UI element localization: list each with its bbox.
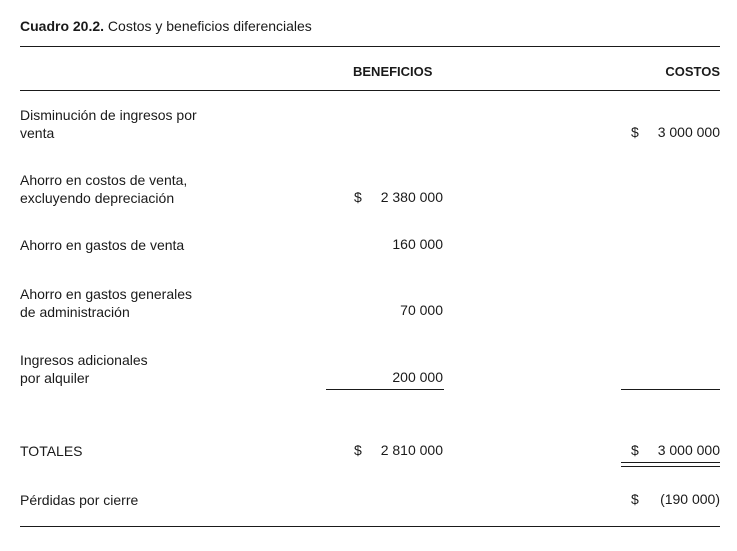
header-benefits: BENEFICIOS	[353, 64, 433, 79]
loss-cost-value: (190 000)	[660, 491, 720, 507]
header-rule	[20, 90, 720, 91]
table-caption	[20, 18, 312, 34]
costs-total-double-rule-bottom	[621, 466, 720, 467]
loss-label: Pérdidas por cierre	[20, 492, 139, 508]
row-label: Ahorro en costos de venta, excluyendo depreciación	[20, 172, 188, 206]
benefit-value: 2 380 000	[380, 189, 443, 205]
benefit-value: 200 000	[392, 369, 443, 385]
totals-benefit-value: 2 810 000	[380, 442, 443, 458]
costs-subtotal-rule	[621, 389, 720, 390]
cost-value: 3 000 000	[657, 124, 720, 140]
benefit-currency: $	[354, 189, 362, 205]
table-number: Cuadro 20.2.	[20, 18, 105, 34]
benefits-subtotal-rule	[326, 389, 444, 390]
totals-benefit-currency: $	[354, 442, 362, 458]
totals-label: TOTALES	[20, 443, 83, 459]
header-costs: COSTOS	[665, 64, 720, 79]
totals-cost-value: 3 000 000	[657, 442, 720, 458]
benefit-value: 70 000	[400, 302, 443, 318]
totals-cost-currency: $	[631, 442, 639, 458]
row-label: Ahorro en gastos generales de administración	[20, 286, 192, 320]
row-label: Disminución de ingresos por venta	[20, 107, 197, 141]
loss-cost-currency: $	[631, 491, 639, 507]
benefit-value: 160 000	[392, 236, 443, 252]
row-label: Ingresos adicionales por alquiler	[20, 352, 148, 386]
row-label: Ahorro en gastos de venta	[20, 237, 185, 253]
costs-total-double-rule-top	[621, 462, 720, 463]
bottom-rule	[20, 526, 720, 527]
table-title: Costos y beneficios diferenciales	[107, 18, 312, 34]
cost-currency: $	[631, 124, 639, 140]
top-rule	[20, 46, 720, 47]
